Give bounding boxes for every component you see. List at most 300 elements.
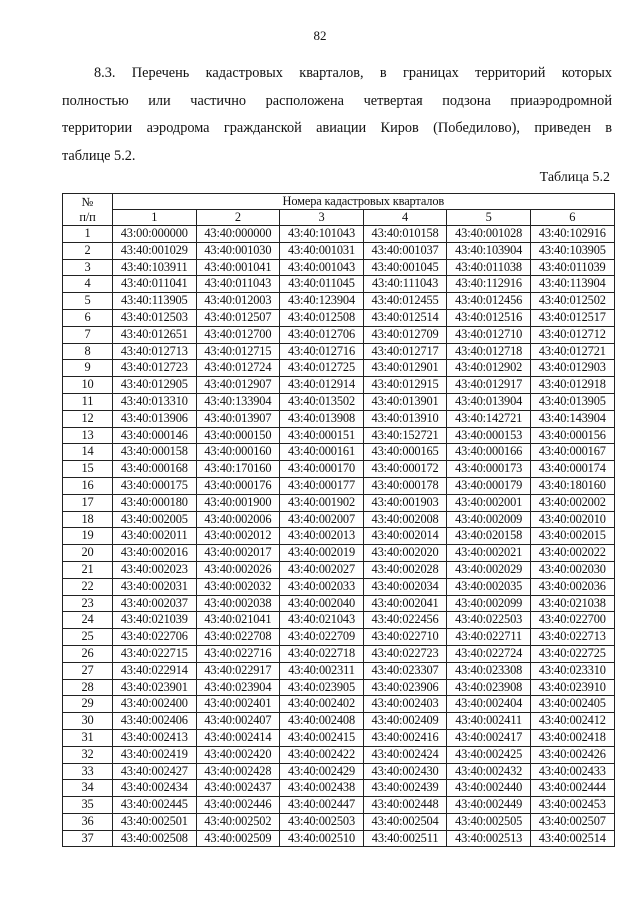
cadastral-number-cell: 43:40:022725 (530, 645, 614, 662)
cadastral-number-cell: 43:40:002448 (363, 797, 447, 814)
cadastral-number-cell: 43:40:012914 (280, 377, 364, 394)
cadastral-number-cell: 43:40:113905 (113, 293, 197, 310)
cadastral-number-cell: 43:40:012700 (196, 326, 280, 343)
cadastral-number-cell: 43:40:012517 (530, 309, 614, 326)
cadastral-number-cell: 43:40:022723 (363, 645, 447, 662)
table-body (63, 226, 615, 847)
cadastral-number-cell: 43:40:012725 (280, 360, 364, 377)
cadastral-number-cell: 43:40:111043 (363, 276, 447, 293)
cadastral-number-cell: 43:40:002507 (530, 813, 614, 830)
cadastral-number-cell: 43:40:002033 (280, 578, 364, 595)
cadastral-number-cell: 43:40:002029 (447, 561, 531, 578)
row-number-cell: 30 (63, 713, 113, 730)
cadastral-number-cell: 43:40:021041 (196, 612, 280, 629)
cadastral-number-cell: 43:40:022700 (530, 612, 614, 629)
cadastral-number-cell: 43:40:002037 (113, 595, 197, 612)
cadastral-number-cell: 43:40:000156 (530, 427, 614, 444)
row-number-cell: 2 (63, 242, 113, 259)
cadastral-number-cell: 43:40:002027 (280, 561, 364, 578)
cadastral-number-cell: 43:40:002428 (196, 763, 280, 780)
row-number-cell: 25 (63, 629, 113, 646)
cadastral-number-cell: 43:40:002035 (447, 578, 531, 595)
cadastral-number-cell: 43:40:002409 (363, 713, 447, 730)
cadastral-number-cell: 43:40:002412 (530, 713, 614, 730)
page-number: 82 (313, 28, 327, 43)
cadastral-number-cell: 43:40:022718 (280, 645, 364, 662)
row-number-cell: 24 (63, 612, 113, 629)
cadastral-number-cell: 43:40:002502 (196, 813, 280, 830)
cadastral-number-cell: 43:40:002437 (196, 780, 280, 797)
column-header: 5 (447, 210, 531, 226)
cadastral-number-cell: 43:40:112916 (447, 276, 531, 293)
cadastral-number-cell: 43:40:002415 (280, 729, 364, 746)
table-row (63, 461, 615, 478)
cadastral-number-cell: 43:40:023307 (363, 662, 447, 679)
row-number-cell: 31 (63, 729, 113, 746)
cadastral-number-cell: 43:40:002511 (363, 830, 447, 847)
cadastral-number-cell: 43:40:000177 (280, 477, 364, 494)
cadastral-number-cell: 43:40:000165 (363, 444, 447, 461)
cadastral-number-cell: 43:40:002030 (530, 561, 614, 578)
cadastral-number-cell: 43:40:022715 (113, 645, 197, 662)
cadastral-number-cell: 43:40:001041 (196, 259, 280, 276)
row-number-cell: 16 (63, 477, 113, 494)
cadastral-number-cell: 43:40:012718 (447, 343, 531, 360)
paragraph-line: полностью или частично расположена четвертая подзона приаэродромной (62, 92, 612, 109)
table-row (63, 595, 615, 612)
cadastral-number-cell: 43:40:000160 (196, 444, 280, 461)
table-row (63, 309, 615, 326)
cadastral-number-cell: 43:40:013901 (363, 393, 447, 410)
table-row (63, 713, 615, 730)
cadastral-number-cell: 43:40:002403 (363, 696, 447, 713)
table-row (63, 797, 615, 814)
cadastral-number-cell: 43:40:002434 (113, 780, 197, 797)
column-header: 4 (363, 210, 447, 226)
cadastral-number-cell: 43:40:012713 (113, 343, 197, 360)
header-num-line2: п/п (79, 209, 96, 224)
cadastral-number-cell: 43:40:013904 (447, 393, 531, 410)
row-number-cell: 22 (63, 578, 113, 595)
table-row (63, 276, 615, 293)
cadastral-number-cell: 43:40:002505 (447, 813, 531, 830)
paragraph-line: таблице 5.2. (62, 147, 136, 164)
table-row (63, 377, 615, 394)
table-row (63, 444, 615, 461)
cadastral-number-cell: 43:40:023308 (447, 662, 531, 679)
cadastral-number-cell: 43:40:001903 (363, 494, 447, 511)
cadastral-number-cell: 43:40:002413 (113, 729, 197, 746)
row-number-cell: 11 (63, 393, 113, 410)
cadastral-number-cell: 43:40:002426 (530, 746, 614, 763)
cadastral-number-cell: 43:40:023906 (363, 679, 447, 696)
cadastral-number-cell: 43:40:002427 (113, 763, 197, 780)
row-number-cell: 23 (63, 595, 113, 612)
cadastral-number-cell: 43:40:002016 (113, 545, 197, 562)
cadastral-number-cell: 43:40:022724 (447, 645, 531, 662)
cadastral-number-cell: 43:40:101043 (280, 226, 364, 243)
cadastral-number-cell: 43:40:021043 (280, 612, 364, 629)
column-header: 3 (280, 210, 364, 226)
cadastral-number-cell: 43:40:013905 (530, 393, 614, 410)
table-row (63, 326, 615, 343)
cadastral-number-cell: 43:40:002430 (363, 763, 447, 780)
cadastral-number-cell: 43:40:000178 (363, 477, 447, 494)
header-num-line1: № (81, 194, 94, 209)
cadastral-number-cell: 43:40:002404 (447, 696, 531, 713)
cadastral-number-cell: 43:40:012712 (530, 326, 614, 343)
row-number-cell: 32 (63, 746, 113, 763)
header-group-cell: Номера кадастровых кварталов (113, 194, 615, 210)
cadastral-number-cell: 43:40:002429 (280, 763, 364, 780)
cadastral-number-cell: 43:40:002311 (280, 662, 364, 679)
cadastral-number-cell: 43:40:002433 (530, 763, 614, 780)
cadastral-number-cell: 43:40:000150 (196, 427, 280, 444)
table-row (63, 612, 615, 629)
cadastral-number-cell: 43:40:011038 (447, 259, 531, 276)
cadastral-number-cell: 43:40:002422 (280, 746, 364, 763)
cadastral-number-cell: 43:40:012651 (113, 326, 197, 343)
cadastral-number-cell: 43:40:012502 (530, 293, 614, 310)
cadastral-number-cell: 43:40:103904 (447, 242, 531, 259)
cadastral-number-cell: 43:40:002032 (196, 578, 280, 595)
cadastral-number-cell: 43:40:002014 (363, 528, 447, 545)
cadastral-number-cell: 43:40:002041 (363, 595, 447, 612)
row-number-cell: 27 (63, 662, 113, 679)
table-row (63, 528, 615, 545)
row-number-cell: 21 (63, 561, 113, 578)
cadastral-number-cell: 43:40:011041 (113, 276, 197, 293)
cadastral-number-cell: 43:40:000180 (113, 494, 197, 511)
cadastral-number-cell: 43:40:023908 (447, 679, 531, 696)
cadastral-number-cell: 43:40:002514 (530, 830, 614, 847)
cadastral-number-cell: 43:40:011045 (280, 276, 364, 293)
cadastral-number-cell: 43:40:002453 (530, 797, 614, 814)
row-number-cell: 18 (63, 511, 113, 528)
cadastral-number-cell: 43:40:002419 (113, 746, 197, 763)
cadastral-number-cell: 43:40:103905 (530, 242, 614, 259)
cadastral-number-cell: 43:40:000158 (113, 444, 197, 461)
cadastral-number-cell: 43:40:002414 (196, 729, 280, 746)
cadastral-number-cell: 43:40:002009 (447, 511, 531, 528)
table-row (63, 293, 615, 310)
table-row (63, 645, 615, 662)
cadastral-number-cell: 43:40:103911 (113, 259, 197, 276)
cadastral-number-cell: 43:40:022706 (113, 629, 197, 646)
cadastral-number-cell: 43:40:012715 (196, 343, 280, 360)
table-row (63, 259, 615, 276)
table-row (63, 360, 615, 377)
cadastral-number-cell: 43:40:002021 (447, 545, 531, 562)
row-number-cell: 7 (63, 326, 113, 343)
cadastral-number-cell: 43:40:002510 (280, 830, 364, 847)
table-row (63, 343, 615, 360)
cadastral-number-cell: 43:40:000000 (196, 226, 280, 243)
cadastral-number-cell: 43:40:002513 (447, 830, 531, 847)
cadastral-number-cell: 43:40:000172 (363, 461, 447, 478)
cadastral-number-cell: 43:40:000151 (280, 427, 364, 444)
table-row (63, 679, 615, 696)
cadastral-number-cell: 43:40:010158 (363, 226, 447, 243)
row-number-cell: 9 (63, 360, 113, 377)
cadastral-number-cell: 43:40:002509 (196, 830, 280, 847)
cadastral-number-cell: 43:40:012003 (196, 293, 280, 310)
cadastral-number-cell: 43:40:002019 (280, 545, 364, 562)
cadastral-number-cell: 43:40:002017 (196, 545, 280, 562)
intro-paragraph (62, 60, 612, 170)
cadastral-number-cell: 43:40:180160 (530, 477, 614, 494)
table-row (63, 578, 615, 595)
cadastral-number-cell: 43:40:002416 (363, 729, 447, 746)
cadastral-number-cell: 43:40:102916 (530, 226, 614, 243)
cadastral-number-cell: 43:40:002013 (280, 528, 364, 545)
cadastral-number-cell: 43:40:002031 (113, 578, 197, 595)
table-row (63, 242, 615, 259)
cadastral-number-cell: 43:40:000167 (530, 444, 614, 461)
table-row (63, 813, 615, 830)
cadastral-number-cell: 43:40:002407 (196, 713, 280, 730)
cadastral-number-cell: 43:40:000174 (530, 461, 614, 478)
table-row (63, 494, 615, 511)
cadastral-number-cell: 43:40:002449 (447, 797, 531, 814)
cadastral-number-cell: 43:40:023904 (196, 679, 280, 696)
cadastral-number-cell: 43:40:022710 (363, 629, 447, 646)
header-row (63, 194, 615, 210)
cadastral-number-cell: 43:40:012918 (530, 377, 614, 394)
cadastral-number-cell: 43:40:002099 (447, 595, 531, 612)
cadastral-number-cell: 43:40:001031 (280, 242, 364, 259)
cadastral-number-cell: 43:40:000146 (113, 427, 197, 444)
cadastral-number-cell: 43:40:002005 (113, 511, 197, 528)
cadastral-number-cell: 43:40:001028 (447, 226, 531, 243)
cadastral-number-cell: 43:40:013907 (196, 410, 280, 427)
row-number-cell: 28 (63, 679, 113, 696)
cadastral-number-cell: 43:40:022917 (196, 662, 280, 679)
cadastral-number-cell: 43:40:021039 (113, 612, 197, 629)
cadastral-number-cell: 43:40:133904 (196, 393, 280, 410)
cadastral-number-cell: 43:40:011043 (196, 276, 280, 293)
cadastral-number-cell: 43:40:002012 (196, 528, 280, 545)
cadastral-number-cell: 43:40:012723 (113, 360, 197, 377)
row-number-cell: 3 (63, 259, 113, 276)
cadastral-number-cell: 43:40:002438 (280, 780, 364, 797)
cadastral-number-cell: 43:40:012902 (447, 360, 531, 377)
cadastral-number-cell: 43:40:002420 (196, 746, 280, 763)
row-number-cell: 12 (63, 410, 113, 427)
cadastral-number-cell: 43:40:012710 (447, 326, 531, 343)
column-header: 1 (113, 210, 197, 226)
table-row (63, 545, 615, 562)
cadastral-number-cell: 43:40:000166 (447, 444, 531, 461)
cadastral-number-cell: 43:40:022711 (447, 629, 531, 646)
cadastral-number-cell: 43:40:022914 (113, 662, 197, 679)
cadastral-number-cell: 43:40:002411 (447, 713, 531, 730)
cadastral-number-cell: 43:40:002023 (113, 561, 197, 578)
cadastral-number-cell: 43:40:022503 (447, 612, 531, 629)
cadastral-number-cell: 43:40:001045 (363, 259, 447, 276)
cadastral-number-cell: 43:40:002440 (447, 780, 531, 797)
row-number-cell: 19 (63, 528, 113, 545)
cadastral-number-cell: 43:40:001900 (196, 494, 280, 511)
cadastral-number-cell: 43:40:002446 (196, 797, 280, 814)
cadastral-number-cell: 43:40:012507 (196, 309, 280, 326)
cadastral-number-cell: 43:40:002036 (530, 578, 614, 595)
cadastral-number-cell: 43:40:012516 (447, 309, 531, 326)
cadastral-number-cell: 43:40:000173 (447, 461, 531, 478)
paragraph-line: 8.3. Перечень кадастровых кварталов, в границах территорий которых (94, 65, 612, 81)
cadastral-number-cell: 43:40:012514 (363, 309, 447, 326)
cadastral-number-cell: 43:40:002020 (363, 545, 447, 562)
cadastral-number-cell: 43:40:012456 (447, 293, 531, 310)
cadastral-number-cell: 43:40:000168 (113, 461, 197, 478)
cadastral-number-cell: 43:40:002408 (280, 713, 364, 730)
row-number-cell: 14 (63, 444, 113, 461)
column-header: 6 (530, 210, 614, 226)
header-columns-row (63, 210, 615, 226)
cadastral-number-cell: 43:40:002405 (530, 696, 614, 713)
cadastral-number-cell: 43:40:000170 (280, 461, 364, 478)
cadastral-number-cell: 43:40:022709 (280, 629, 364, 646)
row-number-cell: 8 (63, 343, 113, 360)
cadastral-number-cell: 43:40:002402 (280, 696, 364, 713)
row-number-cell: 5 (63, 293, 113, 310)
row-number-cell: 34 (63, 780, 113, 797)
cadastral-number-cell: 43:40:002444 (530, 780, 614, 797)
table-row (63, 780, 615, 797)
cadastral-number-cell: 43:40:023901 (113, 679, 197, 696)
row-number-cell: 37 (63, 830, 113, 847)
cadastral-number-cell: 43:40:021038 (530, 595, 614, 612)
cadastral-number-cell: 43:40:001043 (280, 259, 364, 276)
cadastral-number-cell: 43:40:002015 (530, 528, 614, 545)
row-number-cell: 15 (63, 461, 113, 478)
table-row (63, 427, 615, 444)
row-number-cell: 33 (63, 763, 113, 780)
cadastral-number-cell: 43:40:002002 (530, 494, 614, 511)
cadastral-number-cell: 43:40:002007 (280, 511, 364, 528)
cadastral-number-cell: 43:40:002040 (280, 595, 364, 612)
cadastral-number-cell: 43:40:012901 (363, 360, 447, 377)
cadastral-number-cell: 43:40:012721 (530, 343, 614, 360)
cadastral-number-cell: 43:40:013310 (113, 393, 197, 410)
table-row (63, 410, 615, 427)
cadastral-number-cell: 43:40:002447 (280, 797, 364, 814)
cadastral-number-cell: 43:40:012717 (363, 343, 447, 360)
cadastral-number-cell: 43:40:000179 (447, 477, 531, 494)
table-row (63, 763, 615, 780)
cadastral-number-cell: 43:40:170160 (196, 461, 280, 478)
cadastral-number-cell: 43:40:013908 (280, 410, 364, 427)
cadastral-number-cell: 43:40:152721 (363, 427, 447, 444)
row-number-cell: 20 (63, 545, 113, 562)
cadastral-number-cell: 43:40:002401 (196, 696, 280, 713)
cadastral-number-cell: 43:40:022716 (196, 645, 280, 662)
table-row (63, 830, 615, 847)
cadastral-number-cell: 43:40:002504 (363, 813, 447, 830)
table-row (63, 662, 615, 679)
row-number-cell: 13 (63, 427, 113, 444)
cadastral-number-cell: 43:40:020158 (447, 528, 531, 545)
cadastral-number-cell: 43:40:002417 (447, 729, 531, 746)
cadastral-number-cell: 43:40:023905 (280, 679, 364, 696)
cadastral-number-cell: 43:40:012503 (113, 309, 197, 326)
cadastral-number-cell: 43:40:002501 (113, 813, 197, 830)
cadastral-number-cell: 43:40:002445 (113, 797, 197, 814)
row-number-cell: 1 (63, 226, 113, 243)
row-number-cell: 35 (63, 797, 113, 814)
cadastral-number-cell: 43:40:022708 (196, 629, 280, 646)
row-number-cell: 6 (63, 309, 113, 326)
cadastral-number-cell: 43:40:002038 (196, 595, 280, 612)
cadastral-number-cell: 43:40:001902 (280, 494, 364, 511)
cadastral-number-cell: 43:40:012915 (363, 377, 447, 394)
cadastral-number-cell: 43:40:002400 (113, 696, 197, 713)
cadastral-number-cell: 43:40:023910 (530, 679, 614, 696)
column-header: 2 (196, 210, 280, 226)
cadastral-number-cell: 43:40:012706 (280, 326, 364, 343)
cadastral-number-cell: 43:40:001037 (363, 242, 447, 259)
cadastral-quarters-table (62, 193, 615, 847)
cadastral-number-cell: 43:40:002006 (196, 511, 280, 528)
row-number-cell: 26 (63, 645, 113, 662)
cadastral-number-cell: 43:40:002503 (280, 813, 364, 830)
cadastral-number-cell: 43:40:002406 (113, 713, 197, 730)
table-row (63, 561, 615, 578)
table-row (63, 393, 615, 410)
cadastral-number-cell: 43:40:013906 (113, 410, 197, 427)
cadastral-number-cell: 43:40:002022 (530, 545, 614, 562)
cadastral-number-cell: 43:40:013502 (280, 393, 364, 410)
cadastral-number-cell: 43:40:002424 (363, 746, 447, 763)
table-row (63, 477, 615, 494)
cadastral-number-cell: 43:40:123904 (280, 293, 364, 310)
cadastral-number-cell: 43:40:013910 (363, 410, 447, 427)
cadastral-number-cell: 43:40:012724 (196, 360, 280, 377)
table-row (63, 629, 615, 646)
cadastral-number-cell: 43:40:002418 (530, 729, 614, 746)
cadastral-number-cell: 43:40:002034 (363, 578, 447, 595)
cadastral-number-cell: 43:40:000176 (196, 477, 280, 494)
cadastral-number-cell: 43:40:011039 (530, 259, 614, 276)
cadastral-number-cell: 43:40:022456 (363, 612, 447, 629)
cadastral-number-cell: 43:40:002011 (113, 528, 197, 545)
cadastral-number-cell: 43:40:012903 (530, 360, 614, 377)
cadastral-number-cell: 43:40:012455 (363, 293, 447, 310)
cadastral-number-cell: 43:40:143904 (530, 410, 614, 427)
table-caption: Таблица 5.2 (539, 170, 610, 185)
paragraph-line: территории аэродрома гражданской авиации Киров (Победилово), приведен в (62, 120, 612, 136)
table-row (63, 696, 615, 713)
cadastral-number-cell: 43:40:002432 (447, 763, 531, 780)
cadastral-number-cell: 43:40:012905 (113, 377, 197, 394)
cadastral-number-cell: 43:40:012508 (280, 309, 364, 326)
table-header (63, 194, 615, 226)
table-row (63, 511, 615, 528)
cadastral-number-cell: 43:40:002010 (530, 511, 614, 528)
cadastral-number-cell: 43:40:002028 (363, 561, 447, 578)
cadastral-number-cell: 43:00:000000 (113, 226, 197, 243)
row-number-cell: 10 (63, 377, 113, 394)
cadastral-number-cell: 43:40:012709 (363, 326, 447, 343)
cadastral-number-cell: 43:40:000153 (447, 427, 531, 444)
cadastral-number-cell: 43:40:002508 (113, 830, 197, 847)
cadastral-number-cell: 43:40:012716 (280, 343, 364, 360)
cadastral-number-cell: 43:40:022713 (530, 629, 614, 646)
table-row (63, 746, 615, 763)
cadastral-number-cell: 43:40:002026 (196, 561, 280, 578)
cadastral-number-cell: 43:40:002001 (447, 494, 531, 511)
cadastral-number-cell: 43:40:000161 (280, 444, 364, 461)
